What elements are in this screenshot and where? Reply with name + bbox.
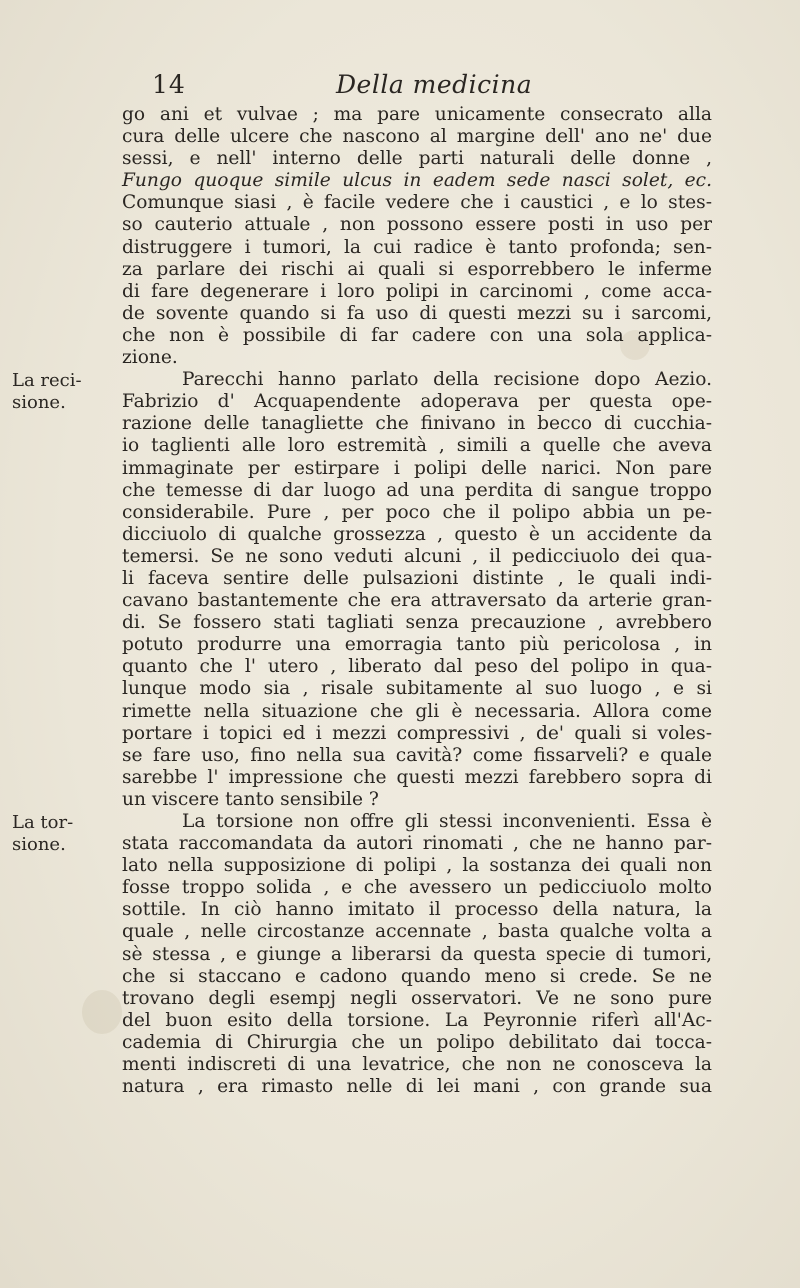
text-line: di fare degenerare i loro polipi in carcinomi , come acca- bbox=[122, 280, 712, 302]
text-line: menti indiscreti di una levatrice, che non ne conosceva la bbox=[122, 1054, 712, 1076]
text-line: distruggere i tumori, la cui radice è tanto profonda; sen- bbox=[122, 236, 712, 258]
text-line: dicciuolo di qualche grossezza , questo è un accidente da bbox=[122, 523, 712, 545]
text-line: quale , nelle circostanze accennate , basta qualche volta a bbox=[122, 921, 712, 943]
text-line: considerabile. Pure , per poco che il polipo abbia un pe- bbox=[122, 501, 712, 523]
text-line: portare i topici ed i mezzi compressivi , de' quali si voles- bbox=[122, 722, 712, 744]
text-line: un viscere tanto sensibile ? bbox=[122, 788, 379, 810]
running-title: Della medicina bbox=[336, 70, 533, 99]
margin-note-line: La reci- bbox=[12, 370, 82, 391]
paragraph bbox=[122, 811, 712, 1098]
margin-note-line: La tor- bbox=[12, 812, 74, 833]
text-line: zione. bbox=[122, 347, 178, 369]
paragraph bbox=[122, 369, 712, 811]
page-header bbox=[122, 70, 712, 104]
text-line: li faceva sentire delle pulsazioni distinte , le quali indi- bbox=[122, 567, 712, 589]
text-line: quanto che l' utero , liberato dal peso del polipo in qua- bbox=[122, 656, 712, 678]
text-line: so cauterio attuale , non possono essere posti in uso per bbox=[122, 214, 712, 236]
text-line: Comunque siasi , è facile vedere che i caustici , e lo stes- bbox=[122, 192, 712, 214]
text-line: La torsione non offre gli stessi inconvenienti. Essa è bbox=[182, 811, 712, 832]
text-line: potuto produrre una emorragia tanto più pericolosa , in bbox=[122, 634, 712, 656]
text-line: di. Se fossero stati tagliati senza precauzione , avrebbero bbox=[122, 612, 712, 634]
margin-note-line: sione. bbox=[12, 834, 66, 855]
text-line: stata raccomandata da autori rinomati , che ne hanno par- bbox=[122, 833, 712, 855]
text-line: io taglienti alle loro estremità , simili a quelle che aveva bbox=[122, 435, 712, 457]
text-line: temersi. Se ne sono veduti alcuni , il pedicciuolo dei qua- bbox=[122, 545, 712, 567]
text-line: de sovente quando si fa uso di questi mezzi su i sarcomi, bbox=[122, 302, 712, 324]
text-line: rimette nella situazione che gli è necessaria. Allora come bbox=[122, 700, 712, 722]
text-line: lunque modo sia , risale subitamente al suo luogo , e si bbox=[122, 678, 712, 700]
margin-note-torsione bbox=[12, 812, 112, 856]
text-line: Fungo quoque simile ulcus in eadem sede nasci solet, ec. bbox=[122, 170, 712, 192]
text-line: za parlare dei rischi ai quali si esporrebbero le inferme bbox=[122, 258, 712, 280]
text-line: trovano degli esempj negli osservatori. Ve ne sono pure bbox=[122, 987, 712, 1009]
text-line: Fabrizio d' Acquapendente adoperava per questa ope- bbox=[122, 391, 712, 413]
paragraph bbox=[122, 104, 712, 369]
text-line: cura delle ulcere che nascono al margine dell' ano ne' due bbox=[122, 126, 712, 148]
text-line: se fare uso, fino nella sua cavità? come fissarveli? e quale bbox=[122, 744, 712, 766]
text-line: natura , era rimasto nelle di lei mani , con grande sua bbox=[122, 1076, 712, 1098]
margin-note-line: sione. bbox=[12, 392, 66, 413]
text-line: che si staccano e cadono quando meno si crede. Se ne bbox=[122, 965, 712, 987]
text-line: fosse troppo solida , e che avessero un pedicciuolo molto bbox=[122, 877, 712, 899]
margin-note-recisione bbox=[12, 370, 112, 414]
text-line: Parecchi hanno parlato della recisione dopo Aezio. bbox=[182, 369, 712, 391]
text-line: sottile. In ciò hanno imitato il processo della natura, la bbox=[122, 899, 712, 921]
text-line: immaginate per estirpare i polipi delle narici. Non pare bbox=[122, 457, 712, 479]
text-line: go ani et vulvae ; ma pare unicamente consecrato alla bbox=[122, 104, 712, 125]
text-line: del buon esito della torsione. La Peyronnie riferì all'Ac- bbox=[122, 1009, 712, 1031]
text-line: sarebbe l' impressione che questi mezzi farebbero sopra di bbox=[122, 766, 712, 788]
text-line: sessi, e nell' interno delle parti naturali delle donne , bbox=[122, 148, 712, 170]
paper-stain bbox=[82, 990, 122, 1034]
text-line: cavano bastantemente che era attraversato da arterie gran- bbox=[122, 590, 712, 612]
text-line: che non è possibile di far cadere con una sola applica- bbox=[122, 324, 712, 346]
text-line: lato nella supposizione di polipi , la sostanza dei quali non bbox=[122, 855, 712, 877]
text-line: che temesse di dar luogo ad una perdita di sangue troppo bbox=[122, 479, 712, 501]
text-line: sè stessa , e giunge a liberarsi da questa specie di tumori, bbox=[122, 943, 712, 965]
text-line: cademia di Chirurgia che un polipo debilitato dai tocca- bbox=[122, 1031, 712, 1053]
body-text bbox=[122, 104, 712, 1098]
page-number: 14 bbox=[152, 70, 186, 99]
text-line: razione delle tanagliette che finivano in becco di cucchia- bbox=[122, 413, 712, 435]
